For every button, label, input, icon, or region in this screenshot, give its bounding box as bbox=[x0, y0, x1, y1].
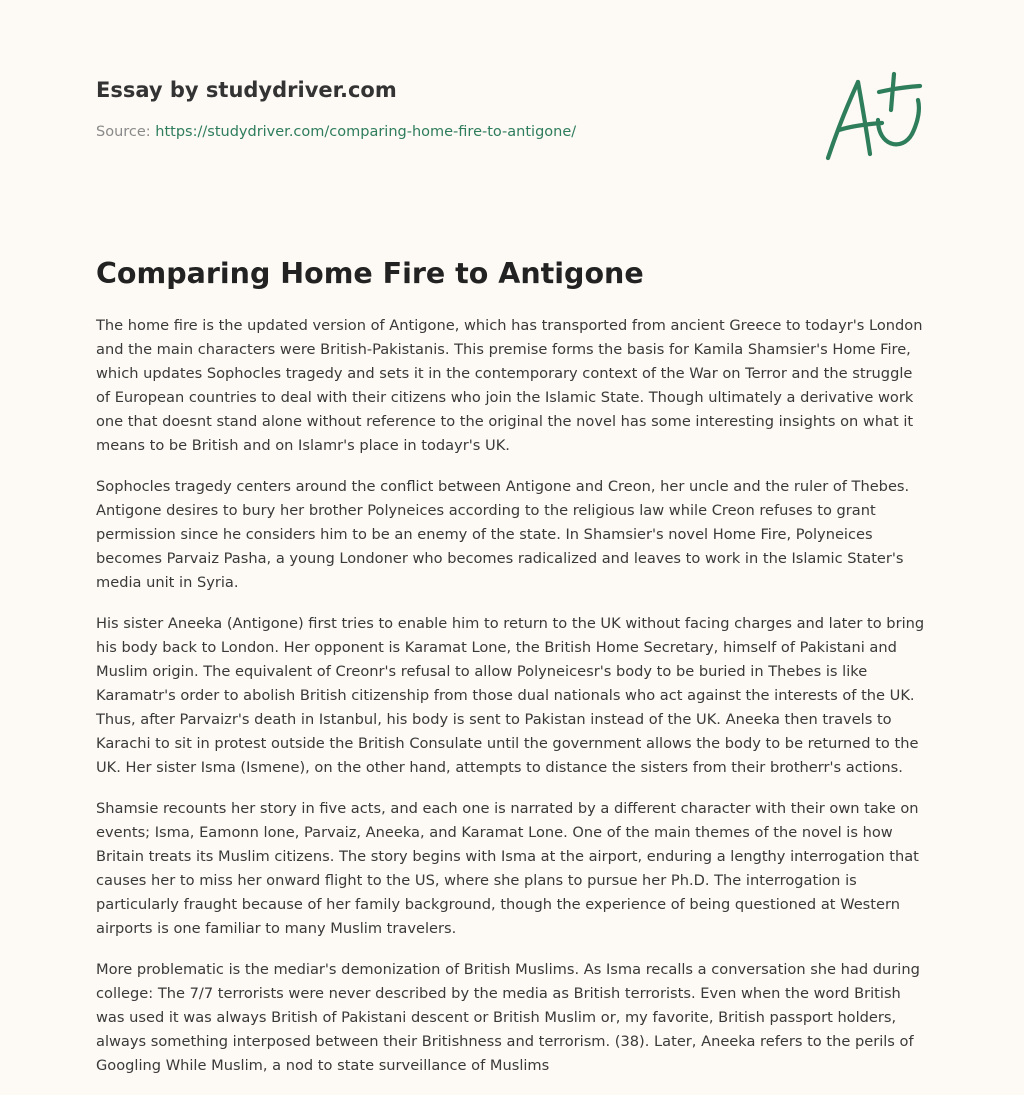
source-link[interactable]: https://studydriver.com/comparing-home-fire-to-antigone/ bbox=[155, 124, 577, 140]
paragraph: The home fire is the updated version of Antigone, which has transported from ancient Greece to todayr's London and the main characters were British-Pakistanis. This premise forms the basis for Kamila Shamsier's Home Fire, which updates Sophocles tragedy and sets it in the contemporary context of the War on Terror and the struggle of European countries to deal with their citizens who join the Islamic State. Though ultimately a derivative work one that doesnt stand alone without reference to the original the novel has some interesting insights on what it means to be British and on Islamr's place in todayr's UK. bbox=[96, 317, 923, 454]
source-line bbox=[96, 122, 796, 142]
paragraph: Shamsie recounts her story in five acts, and each one is narrated by a different character with their own take on events; Isma, Eamonn lone, Parvaiz, Aneeka, and Karamat Lone. One of the main themes of the novel is how Britain treats its Muslim citizens. The story begins with Isma at the airport, enduring a lengthy interrogation that causes her to miss her onward flight to the US, where she plans to pursue her Ph.D. The interrogation is particularly fraught because of her family background, though the experience of being questioned at Western airports is one familiar to many Muslim travelers. bbox=[96, 800, 919, 937]
a-plus-logo-icon bbox=[822, 68, 926, 164]
page-header bbox=[96, 76, 796, 142]
paragraph: His sister Aneeka (Antigone) first tries to enable him to return to the UK without facing charges and later to bring his body back to London. Her opponent is Karamat Lone, the British Home Secretary, himself of Pakistani and Muslim origin. The equivalent of Creonr's refusal to allow Polyneicesr's body to be buried in Thebes is like Karamatr's order to abolish British citizenship from those dual nationals who act against the interests of the UK. Thus, after Parvaizr's death in Istanbul, his body is sent to Pakistan instead of the UK. Aneeka then travels to Karachi to sit in protest outside the British Consulate until the government allows the body to be returned to the UK. Her sister Isma (Ismene), on the other hand, attempts to distance the sisters from their brotherr's actions. bbox=[96, 615, 925, 776]
paragraph: More problematic is the mediar's demonization of British Muslims. As Isma recalls a conversation she had during college: The 7/7 terrorists were never described by the media as British terrorists. Even when the word British was used it was always British of Pakistani descent or British Muslim or, my favorite, British passport holders, always something interposed between their Britishness and terrorism. (38). Later, Aneeka refers to the perils of Googling While Muslim, a nod to state surveillance of Muslims bbox=[96, 961, 920, 1074]
source-label: Source: bbox=[96, 124, 151, 140]
paragraph: Sophocles tragedy centers around the conflict between Antigone and Creon, her uncle and the ruler of Thebes. Antigone desires to bury her brother Polyneices according to the religious law while Creon refuses to grant permission since he considers him to be an enemy of the state. In Shamsier's novel Home Fire, Polyneices becomes Parvaiz Pasha, a young Londoner who becomes radicalized and leaves to work in the Islamic Stater's media unit in Syria. bbox=[96, 478, 910, 591]
site-title: Essay by studydriver.com bbox=[96, 78, 397, 102]
article-body bbox=[96, 314, 930, 1095]
article-title: Comparing Home Fire to Antigone bbox=[96, 257, 644, 290]
